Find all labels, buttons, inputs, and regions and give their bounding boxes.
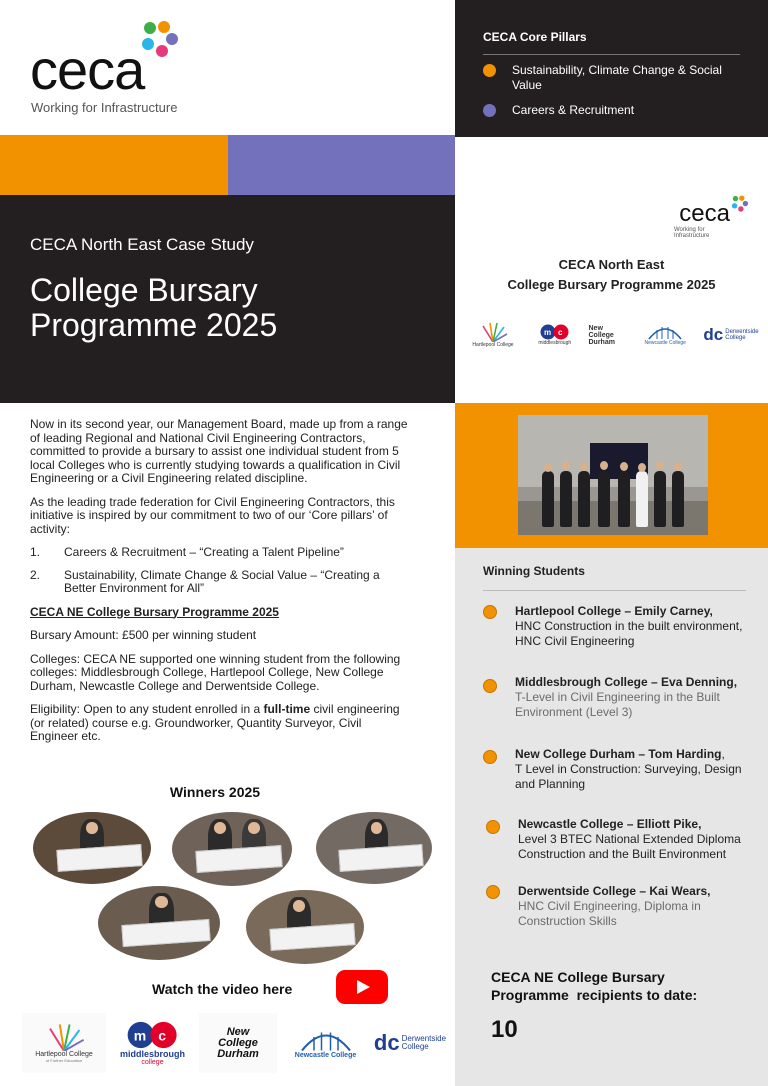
photo-person: [560, 471, 572, 527]
logo-text: College: [588, 331, 614, 339]
eligibility-bold: full-time: [263, 702, 311, 716]
group-photo-panel: [455, 403, 768, 548]
pillar-item: [483, 103, 740, 118]
recipients-label: [491, 968, 751, 1004]
hartlepool-college-logo: [465, 322, 521, 348]
photo-person: [672, 471, 684, 527]
logo-text: College: [725, 335, 746, 341]
middlesbrough-college-logo: [122, 1021, 184, 1066]
photo-cheque: [122, 918, 211, 946]
logo-text: Durham: [217, 1047, 259, 1060]
svg-text:c: c: [157, 1026, 166, 1043]
winner-photo: [246, 890, 364, 964]
ceca-logo: [0, 0, 455, 135]
student-entry: [486, 817, 766, 862]
photo-face: [86, 822, 98, 834]
pillar-list: [30, 546, 410, 596]
core-pillars-title: CECA Core Pillars: [483, 30, 587, 44]
list-item: [30, 546, 410, 560]
case-study-subtitle: CECA North East Case Study: [30, 235, 254, 254]
recipients-label-line: CECA NE College Bursary: [491, 969, 665, 985]
bridge-arch-icon: [298, 1028, 354, 1052]
logo-text: New: [588, 324, 603, 332]
winners-title: Winners 2025: [169, 784, 261, 800]
photo-face: [674, 462, 682, 471]
photo-face: [248, 822, 260, 834]
student-text: [515, 747, 763, 792]
photo-face: [638, 463, 646, 472]
recipients-label-line: Programme recipients to date:: [491, 987, 698, 1003]
ceca-tagline: Working for Infrastructure: [674, 227, 710, 239]
photo-person: [578, 471, 590, 527]
logo-text: College: [218, 1036, 258, 1049]
colleges-paragraph: Colleges: CECA NE supported one winning student from the following colleges: Middlesbrough College, Hartlepool College, New College Durham, Newcastle College and Derwentside College.: [30, 651, 401, 693]
orange-bullet-icon: [483, 750, 497, 764]
list-text: Sustainability, Climate Change & Social Value – “Creating a Better Environment for All”: [64, 567, 380, 595]
pillar-label: Careers & Recruitment: [512, 103, 635, 117]
new-college-durham-logo: [199, 1013, 277, 1073]
photo-face: [656, 461, 664, 470]
student-course: HNC Construction in the built environment, HNC Civil Engineering: [515, 619, 743, 648]
purple-bar: [228, 135, 455, 195]
photo-person: [598, 471, 610, 527]
student-name-text: New College Durham – Tom Harding: [515, 747, 722, 761]
photo-cheque: [269, 923, 355, 951]
orange-bar: [0, 135, 228, 195]
student-text: [515, 604, 763, 649]
derwentside-college-logo: [374, 1030, 446, 1056]
svg-text:c: c: [557, 328, 563, 337]
logo-text: Newcastle College: [294, 1051, 357, 1059]
bridge-arch-icon: [647, 324, 683, 340]
photo-person: [618, 471, 630, 527]
student-course: Level 3 BTEC National Extended Diploma Construction and the Built Environment: [518, 832, 741, 861]
page-title: [30, 273, 425, 343]
eligibility-text: Eligibility: Open to any student enrolled in a: [30, 702, 264, 716]
student-text: [515, 675, 763, 720]
logo-text: Newcastle College: [644, 340, 686, 346]
winner-photo: [172, 812, 292, 886]
body-text: [30, 418, 410, 754]
title-block: [0, 195, 455, 403]
card-title-line: CECA North East: [558, 257, 665, 272]
new-college-durham-logo: [589, 325, 629, 346]
mc-logo-icon: [126, 1021, 180, 1049]
winner-photo: [316, 812, 432, 884]
student-name: Middlesbrough College – Eva Denning,: [515, 675, 738, 689]
list-number: 1.: [30, 545, 41, 559]
divider: [483, 54, 740, 55]
list-text: Careers & Recruitment – “Creating a Talent Pipeline”: [64, 545, 344, 559]
orange-bullet-icon: [483, 605, 497, 619]
card-title-line: College Bursary Programme 2025: [507, 277, 716, 292]
eligibility-paragraph: [30, 703, 410, 744]
student-entry: [483, 675, 763, 720]
newcastle-college-logo: [293, 1028, 359, 1059]
page-title-line: College Bursary: [30, 272, 258, 308]
ceca-dots-icon: [730, 195, 750, 213]
ceca-wordmark: ceca: [679, 200, 730, 227]
group-photo: [518, 415, 708, 535]
logo-text: Durham: [588, 338, 615, 346]
divider: [483, 590, 746, 591]
logo-text: Derwentside: [725, 329, 759, 335]
list-number: 2.: [30, 567, 41, 582]
student-course: HNC Civil Engineering, Diploma in Construction Skills: [518, 899, 701, 928]
page-title-line: Programme 2025: [30, 307, 278, 343]
logo-text: Hartlepool College: [472, 342, 514, 348]
photo-face: [620, 462, 628, 471]
logo-text-group: [402, 1035, 446, 1051]
photo-cheque: [56, 844, 142, 871]
logo-text: of Further Education: [45, 1058, 83, 1063]
logo-text: college: [141, 1058, 164, 1066]
intro-paragraph: Now in its second year, our Management Board, made up from a range of leading Regional and National Civil Engineering Contractors, committed to provide a bursary to assist one individual student from 5 local Colleges who is currently studying towards a qualification in Civil Engineering or a Civil Engineering related discipline.: [30, 417, 408, 485]
student-name-suffix: ,: [721, 747, 725, 761]
orange-bullet-icon: [486, 885, 500, 899]
student-name: [515, 747, 763, 762]
programme-heading: CECA NE College Bursary Programme 2025: [30, 604, 279, 619]
student-course: T Level in Construction: Surveying, Design and Planning: [515, 762, 742, 791]
ceca-tagline: Working for Infrastructure: [31, 100, 178, 115]
student-text: [518, 817, 766, 862]
ceca-wordmark: ceca: [30, 38, 145, 101]
hartlepool-college-logo: [22, 1013, 106, 1073]
student-entry: [483, 747, 763, 792]
student-entry: [486, 884, 766, 929]
pillar-label: Sustainability, Climate Change & Social Value: [512, 63, 722, 92]
photo-face: [155, 896, 167, 908]
winning-students-title: Winning Students: [483, 564, 585, 578]
logo-text: New: [226, 1025, 250, 1038]
orange-bullet-icon: [486, 820, 500, 834]
photo-face: [580, 462, 588, 471]
core-pillars-panel: [455, 0, 768, 137]
student-name: Hartlepool College – Emily Carney,: [515, 604, 713, 618]
winner-photo: [33, 812, 151, 884]
logo-text: middlesbrough: [538, 340, 572, 346]
college-logos-footer: [22, 1010, 446, 1076]
logo-text: middlesbrough: [120, 1048, 185, 1059]
logo-text-group: [725, 329, 758, 341]
photo-person: [636, 471, 648, 527]
recipients-count: 10: [491, 1016, 518, 1043]
logo-text: Derwentside: [401, 1034, 447, 1043]
pillar-item: [483, 63, 740, 93]
logo-text: College: [401, 1042, 429, 1051]
youtube-play-icon[interactable]: [336, 970, 388, 1004]
logo-text: Hartlepool College: [35, 1051, 93, 1058]
ceca-logo-small: [674, 195, 754, 237]
orange-bullet-icon: [483, 64, 496, 77]
photo-face: [544, 463, 552, 472]
ceca-dots-icon: [138, 20, 182, 60]
college-logos-row: [465, 315, 760, 355]
winner-photo: [98, 886, 220, 960]
watch-video-label: Watch the video here: [152, 981, 293, 997]
photo-person: [654, 471, 666, 527]
list-item: [30, 569, 410, 596]
student-name: Newcastle College – Elliott Pike,: [518, 817, 702, 831]
orange-bullet-icon: [483, 679, 497, 693]
photo-cheque: [339, 844, 424, 871]
student-entry: [483, 604, 763, 649]
winning-students-panel: [455, 548, 768, 1086]
purple-bullet-icon: [483, 104, 496, 117]
card-title: [455, 255, 768, 295]
photo-face: [371, 822, 383, 834]
bursary-amount: Bursary Amount: £500 per winning student: [30, 628, 257, 642]
hartlepool-burst-icon: [478, 322, 508, 342]
dc-logo-mark: dc: [373, 1030, 400, 1055]
derwentside-college-logo: [702, 325, 760, 345]
photo-face: [600, 461, 608, 470]
federation-paragraph: As the leading trade federation for Civil Engineering Contractors, this initiative is inspired by our commitment to two of our ‘Core pillars’ of activity:: [30, 494, 395, 536]
newcastle-college-logo: [642, 324, 688, 346]
svg-text:m: m: [543, 328, 551, 337]
student-text: [518, 884, 766, 929]
photo-person: [542, 471, 554, 527]
programme-card: [455, 137, 768, 403]
middlesbrough-college-logo: [535, 324, 575, 346]
eligibility-text: civil engineering (or related) course e.g. Groundworker, Quantity Surveyor, Civil Engineer etc.: [30, 702, 400, 743]
svg-text:m: m: [133, 1026, 146, 1043]
dc-logo-mark: dc: [703, 325, 724, 344]
student-course: T-Level in Civil Engineering in the Built Environment (Level 3): [515, 690, 720, 719]
mc-logo-icon: [540, 324, 570, 340]
photo-face: [562, 461, 570, 470]
student-name: Derwentside College – Kai Wears,: [518, 884, 711, 898]
hartlepool-burst-icon: [42, 1023, 86, 1051]
